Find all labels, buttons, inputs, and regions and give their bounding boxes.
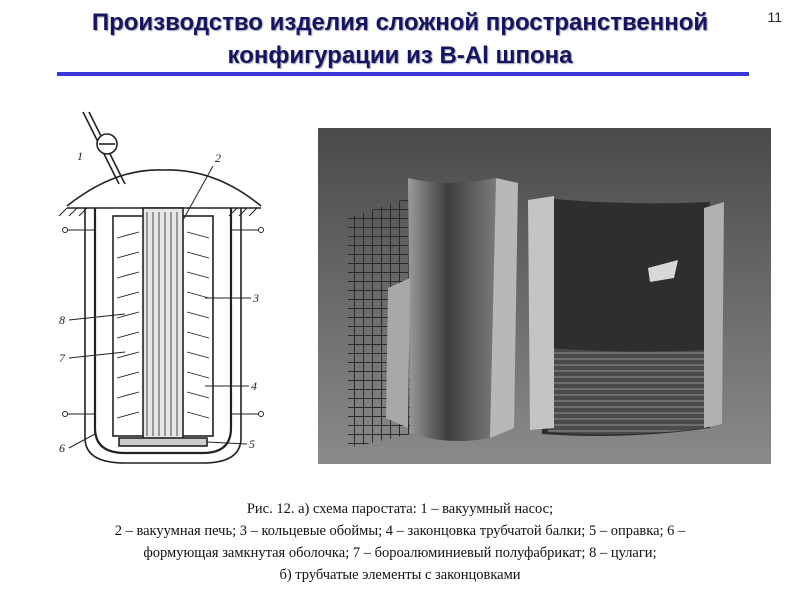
caption-line-3: формующая замкнутая оболочка; 7 – бороалюминиевый полуфабрикат; 8 – цулаги; [143, 545, 657, 561]
caption-line-1: Рис. 12. а) схема паростата: 1 – вакуумный насос; [246, 501, 554, 517]
caption-line-2: 2 – вакуумная печь; 3 – кольцевые обоймы; 4 – законцовка трубчатой балки; 5 – оправка; 6 – [114, 523, 686, 539]
autoclave-schematic-drawing [55, 108, 270, 475]
callout-4: 4 [251, 379, 257, 393]
callout-5: 5 [249, 437, 255, 451]
base-plate [119, 438, 207, 446]
slide-number: 11 [767, 9, 782, 25]
caption-line-4: б) трубчатые элементы с законцовками [279, 567, 521, 583]
slide-title-line-1: Производство изделия сложной пространственной [91, 9, 709, 36]
callout-2: 2 [215, 151, 221, 165]
callout-6: 6 [59, 441, 65, 455]
title-underline [57, 72, 749, 76]
tube-left [408, 178, 496, 441]
callout-7: 7 [59, 351, 65, 365]
callout-3: 3 [253, 291, 259, 305]
callout-8: 8 [59, 313, 65, 327]
slide-title-line-2: конфигурации из B-Al шпона [227, 42, 573, 69]
slide-title [50, 6, 750, 72]
furnace-lid [67, 170, 261, 206]
callout-1: 1 [77, 149, 83, 163]
tubular-elements-photo [318, 128, 771, 464]
figure-caption [20, 498, 780, 586]
